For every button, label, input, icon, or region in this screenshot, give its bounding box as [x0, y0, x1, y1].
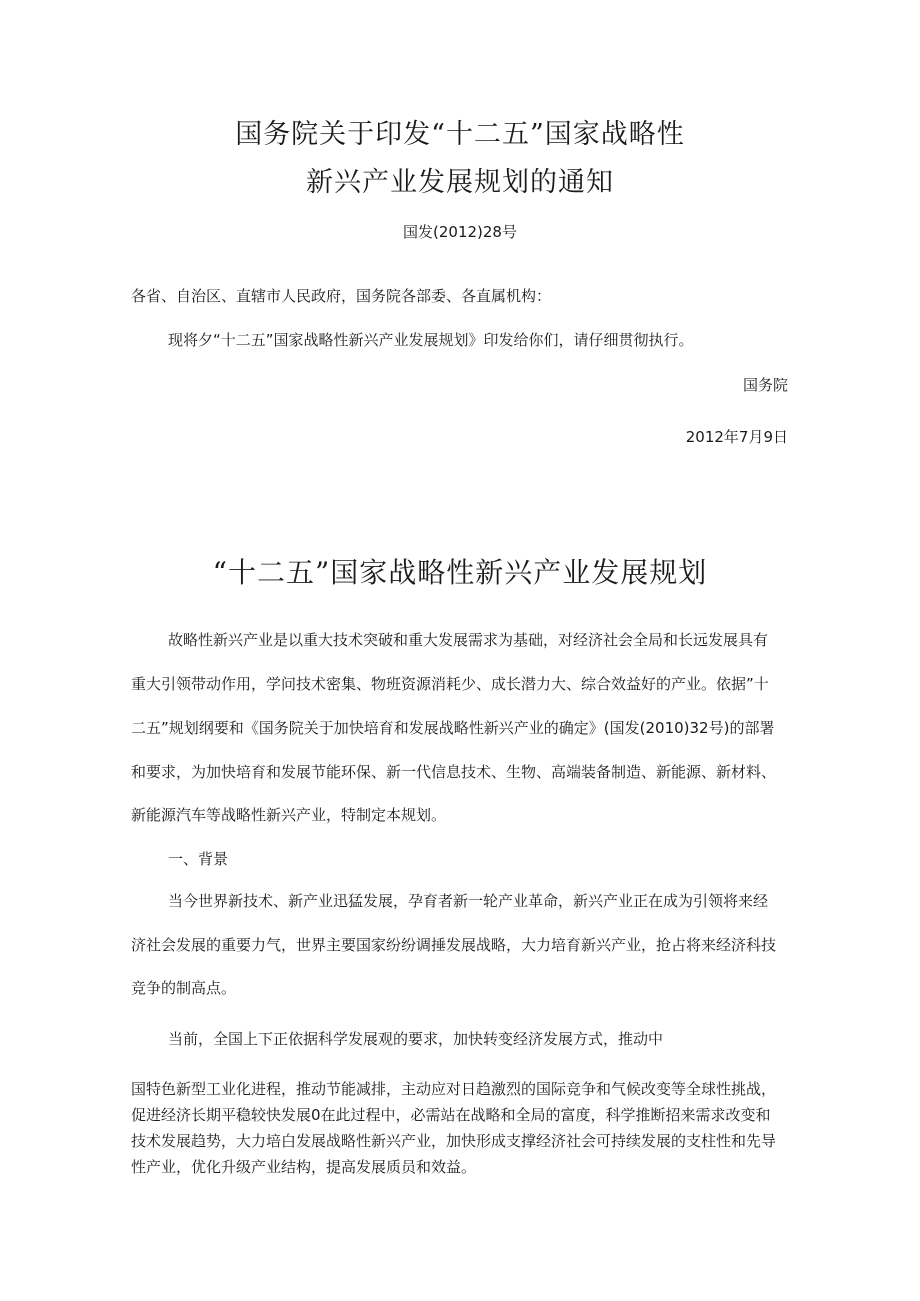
para2-first-line: 当前，全国上下正依据科学发展观的要求，加快转变经济发展方式，推动中 [168, 1030, 664, 1048]
intro-line: 二五”规划纲要和《国务院关于加快培育和发展战略性新兴产业的确定》(国发(2010)32号)的部署 [131, 719, 775, 737]
para1-line: 济社会发展的重要力气，世界主要国家纷纷调捶发展战略，大力培育新兴产业，抢占将来经济科技 [131, 936, 777, 954]
section-heading: 一、背景 [168, 850, 229, 868]
para1-line: 当今世界新技术、新产业迅猛发展，孕育者新一轮产业革命，新兴产业正在成为引领将来经 [168, 892, 769, 910]
notice-body: 现将夕“十二五”国家战略性新兴产业发展规划》印发给你们，请仔细贯彻执行。 [168, 331, 694, 349]
addressee: 各省、自治区、直辖市人民政府，国务院各部委、各直属机构： [131, 287, 552, 305]
para2-line: 促进经济长期平稳较快发展0在此过程中，必需站在战略和全局的富度，科学推断招来需求改变和 [131, 1106, 771, 1124]
doc-number: 国发(2012)28号 [403, 223, 517, 241]
para2-line: 技术发展趋势，大力培白发展战略性新兴产业，加快形成支撑经济社会可持续发展的支柱性和先导 [131, 1132, 777, 1150]
intro-line: 新能源汽车等战略性新兴产业，特制定本规划。 [131, 806, 447, 824]
intro-line: 重大引领带动作用，学问技术密集、物班资源消耗少、成长潜力大、综合效益好的产业。依据”十 [131, 675, 769, 693]
notice-title-line1: 国务院关于印发“十二五”国家战略性 [235, 119, 685, 150]
issue-date: 2012年7月9日 [685, 428, 788, 446]
issuer: 国务院 [742, 376, 788, 394]
notice-title-line2: 新兴产业发展规划的通知 [306, 167, 614, 198]
intro-line: 故略性新兴产业是以重大技术突破和重大发展需求为基础，对经济社会全局和长远发展具有 [168, 631, 769, 649]
para1-line: 竞争的制高点。 [131, 979, 237, 997]
para2-line: 国特色新型工业化进程，推动节能减排，主动应对日趋激烈的国际竞争和气候改变等全球性挑战， [131, 1080, 777, 1098]
para2-line: 性产业，优化升级产业结构，提高发展质员和效益。 [131, 1158, 477, 1176]
plan-title: “十二五”国家战略性新兴产业发展规划 [212, 556, 708, 589]
intro-line: 和要求，为加快培育和发展节能环保、新一代信息技术、生物、高端装备制造、新能源、新材料、 [131, 763, 777, 781]
